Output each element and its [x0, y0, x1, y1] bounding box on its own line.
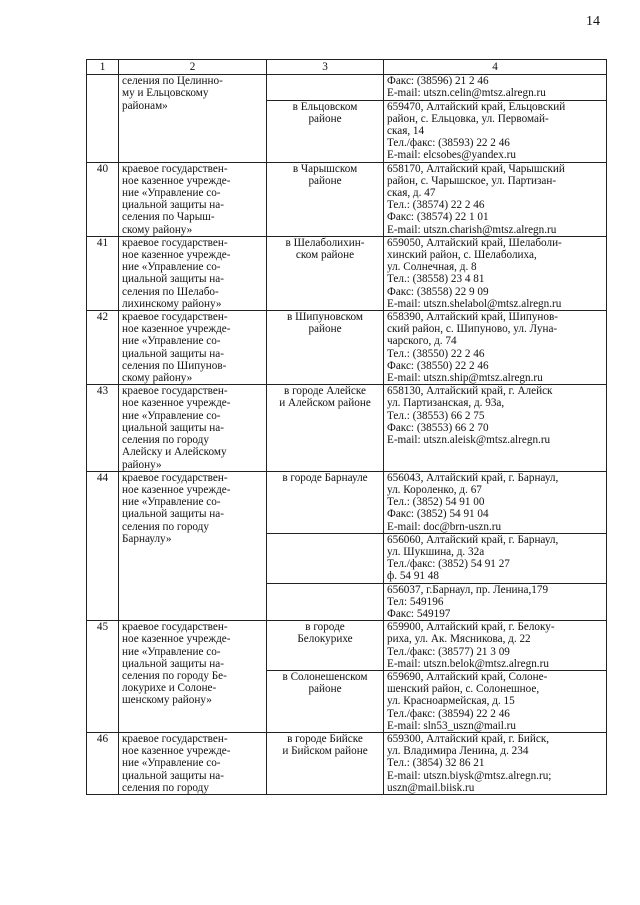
- service-area-line: Белокурихе: [297, 633, 353, 646]
- contact-details: [384, 162, 607, 236]
- service-area-line: районе: [308, 112, 342, 125]
- contact-line: Факс: (38574) 22 1 01: [387, 211, 489, 224]
- organization-line: селения по Шелабо-: [122, 285, 219, 298]
- service-area-line: в городе Барнауле: [282, 471, 368, 484]
- contact-details: [384, 385, 607, 471]
- service-area: [267, 621, 384, 671]
- contact-line: Факс: 549197: [387, 607, 451, 620]
- contact-line: 658130, Алтайский край, г. Алейск: [387, 385, 553, 398]
- contact-line: 656043, Алтайский край, г. Барнаул,: [387, 471, 559, 484]
- contact-details: [384, 471, 607, 533]
- organization-line: лихинскому району»: [122, 297, 222, 310]
- service-area: [267, 471, 384, 533]
- contact-line: Тел.: (38558) 23 4 81: [387, 273, 485, 286]
- contact-line: Тел.: (38550) 22 2 46: [387, 347, 485, 360]
- contact-line: риха, ул. Ак. Мясникова, д. 22: [387, 633, 531, 646]
- contact-line: Тел.: (3854) 32 86 21: [387, 757, 485, 770]
- contact-line: хинский район, с. Шелаболиха,: [387, 249, 537, 262]
- organization-line: ние «Управление со-: [122, 757, 221, 770]
- table-row: [87, 471, 607, 533]
- contact-line: Факс: (38553) 66 2 70: [387, 421, 489, 434]
- row-number: 46: [87, 732, 119, 794]
- contact-line: 659050, Алтайский край, Шелаболи-: [387, 236, 562, 249]
- service-area: [267, 311, 384, 385]
- contact-line: E-mail: doc@brn-uszn.ru: [387, 520, 502, 533]
- row-number: 45: [87, 621, 119, 733]
- organization-line: циальной защиты на-: [122, 657, 224, 670]
- organization-line: селения по городу: [122, 781, 209, 794]
- organization-line: циальной защиты на-: [122, 769, 224, 782]
- table-row: [87, 236, 607, 310]
- contact-line: ская, 14: [387, 125, 425, 138]
- contact-line: E-mail: utszn.aleisk@mtsz.alregn.ru: [387, 434, 551, 447]
- service-area-line: районе: [308, 683, 342, 696]
- column-header: 3: [267, 60, 384, 75]
- service-area-line: районе: [308, 174, 342, 187]
- contact-details: [384, 236, 607, 310]
- organization-line: ное казенное учрежде-: [122, 397, 231, 410]
- service-area-line: в Чарышском: [292, 162, 358, 175]
- service-area: [267, 670, 384, 732]
- row-number: 40: [87, 162, 119, 236]
- contact-line: ул. Солнечная, д. 8: [387, 261, 477, 274]
- organization-line: ное казенное учрежде-: [122, 633, 231, 646]
- organization-line: циальной защиты на-: [122, 347, 224, 360]
- organization-line: ние «Управление со-: [122, 645, 221, 658]
- service-area-line: в Шипуновском: [286, 311, 364, 324]
- service-area: [267, 732, 384, 794]
- organization-name: [119, 311, 267, 385]
- contact-line: E-mail: utszn.belok@mtsz.alregn.ru: [387, 657, 549, 670]
- column-header: 1: [87, 60, 119, 75]
- contact-details: [384, 75, 607, 100]
- contact-line: E-mail: utszn.ship@mtsz.alregn.ru: [387, 372, 543, 385]
- contact-line: Тел./факс: (38594) 22 2 46: [387, 707, 510, 720]
- organization-line: циальной защиты на-: [122, 199, 224, 212]
- organization-line: селения по Шипунов-: [122, 359, 227, 372]
- contact-line: 659470, Алтайский край, Ельцовский: [387, 100, 566, 113]
- organization-line: Алейску и Алейскому: [122, 446, 227, 459]
- contact-line: 659900, Алтайский край, г. Белоку-: [387, 621, 555, 634]
- contact-line: Тел./факс: (3852) 54 91 27: [387, 558, 510, 571]
- service-area: [267, 533, 384, 583]
- organization-line: краевое государствен-: [122, 162, 228, 175]
- organization-line: ное казенное учрежде-: [122, 483, 231, 496]
- organization-line: ние «Управление со-: [122, 409, 221, 422]
- service-area-line: в Солонешенском: [282, 670, 368, 683]
- service-area-line: и Алейском районе: [279, 397, 371, 410]
- contact-line: ский район, с. Шипуново, ул. Луна-: [387, 323, 558, 336]
- service-area-line: в городе Алейске: [283, 385, 366, 398]
- contact-line: Факс: (38596) 21 2 46: [387, 75, 489, 88]
- contact-line: шенский район, с. Солонешное,: [387, 683, 540, 696]
- table-row: [87, 621, 607, 671]
- table-row: [87, 311, 607, 385]
- organization-name: [119, 385, 267, 471]
- organization-line: циальной защиты на-: [122, 273, 224, 286]
- row-number: 42: [87, 311, 119, 385]
- contact-line: Тел./факс: (38593) 22 2 46: [387, 137, 510, 150]
- contact-line: ская, д. 47: [387, 187, 436, 200]
- organization-line: ние «Управление со-: [122, 261, 221, 274]
- contact-details: [384, 583, 607, 621]
- contact-line: 656060, Алтайский край, г. Барнаул,: [387, 533, 559, 546]
- service-area-line: в городе: [305, 621, 345, 634]
- table-body: [87, 75, 607, 795]
- contact-line: E-mail: sln53_uszn@mail.ru: [387, 719, 516, 732]
- table-row: [87, 385, 607, 471]
- table-header-row: [87, 60, 607, 75]
- contact-line: E-mail: elcsobes@yandex.ru: [387, 149, 516, 162]
- contact-line: ул. Партизанская, д. 93а,: [387, 397, 505, 410]
- contact-line: 659300, Алтайский край, г. Бийск,: [387, 732, 550, 745]
- service-area-line: в городе Бийске: [287, 732, 363, 745]
- organization-line: краевое государствен-: [122, 385, 228, 398]
- organization-name: [119, 621, 267, 733]
- contact-line: Факс: (3852) 54 91 04: [387, 508, 489, 521]
- organization-line: ние «Управление со-: [122, 335, 221, 348]
- contact-line: район, с. Чарышское, ул. Партизан-: [387, 174, 557, 187]
- service-area-line: в Шелаболихин-: [285, 236, 365, 249]
- column-header: 4: [384, 60, 607, 75]
- organization-name: [119, 75, 267, 162]
- organization-line: Барнаулу»: [122, 532, 172, 545]
- table-row: [87, 75, 607, 100]
- organization-line: краевое государствен-: [122, 471, 228, 484]
- contact-line: Тел.: (3852) 54 91 00: [387, 496, 485, 509]
- table-row: [87, 162, 607, 236]
- contact-line: район, с. Ельцовка, ул. Первомай-: [387, 112, 549, 125]
- page-number: 14: [586, 14, 600, 29]
- organization-line: ное казенное учрежде-: [122, 174, 231, 187]
- organization-line: селения по городу: [122, 434, 209, 447]
- organization-line: му и Ельцовскому: [122, 87, 209, 100]
- row-number: 44: [87, 471, 119, 620]
- organization-line: ние «Управление со-: [122, 187, 221, 200]
- service-area: [267, 583, 384, 621]
- contact-line: Тел: 549196: [387, 595, 444, 608]
- organization-line: краевое государствен-: [122, 311, 228, 324]
- table-row: [87, 732, 607, 794]
- contact-line: ул. Шукшина, д. 32а: [387, 545, 485, 558]
- institutions-table: [86, 59, 607, 795]
- contact-details: [384, 100, 607, 162]
- contact-details: [384, 732, 607, 794]
- organization-name: [119, 162, 267, 236]
- organization-line: ние «Управление со-: [122, 496, 221, 509]
- organization-line: краевое государствен-: [122, 621, 228, 634]
- service-area-line: районе: [308, 323, 342, 336]
- organization-line: ное казенное учрежде-: [122, 249, 231, 262]
- contact-line: 659690, Алтайский край, Солоне-: [387, 670, 548, 683]
- organization-line: ное казенное учрежде-: [122, 745, 231, 758]
- row-number: [87, 75, 119, 162]
- contact-line: E-mail: utszn.biysk@mtsz.alregn.ru;: [387, 769, 552, 782]
- contact-line: ул. Короленко, д. 67: [387, 483, 482, 496]
- contact-line: 658390, Алтайский край, Шипунов-: [387, 311, 558, 324]
- organization-line: циальной защиты на-: [122, 508, 224, 521]
- organization-line: районам»: [122, 99, 168, 112]
- service-area-line: в Ельцовском: [292, 100, 358, 113]
- contact-details: [384, 621, 607, 671]
- contact-line: E-mail: utszn.charish@mtsz.alregn.ru: [387, 223, 557, 236]
- contact-line: uszn@mail.biisk.ru: [387, 781, 475, 794]
- contact-line: Факс: (38550) 22 2 46: [387, 359, 489, 372]
- service-area-line: и Бийском районе: [282, 745, 368, 758]
- contact-line: ф. 54 91 48: [387, 570, 439, 583]
- service-area-line: ском районе: [295, 249, 355, 262]
- organization-line: району»: [122, 458, 162, 471]
- organization-line: селения по Целинно-: [122, 75, 223, 88]
- service-area: [267, 75, 384, 100]
- organization-name: [119, 732, 267, 794]
- contact-line: Факс: (38558) 22 9 09: [387, 285, 489, 298]
- organization-line: селения по Чарыш-: [122, 211, 215, 224]
- row-number: 41: [87, 236, 119, 310]
- service-area: [267, 385, 384, 471]
- contact-details: [384, 670, 607, 732]
- organization-line: скому району»: [122, 372, 193, 385]
- contact-line: E-mail: utszn.celin@mtsz.alregn.ru: [387, 87, 546, 100]
- organization-line: селения по городу: [122, 520, 209, 533]
- contact-details: [384, 533, 607, 583]
- contact-line: E-mail: utszn.shelabol@mtsz.alregn.ru: [387, 297, 562, 310]
- organization-line: скому району»: [122, 223, 193, 236]
- contact-line: ул. Владимира Ленина, д. 234: [387, 745, 529, 758]
- organization-line: ное казенное учрежде-: [122, 323, 231, 336]
- contact-line: ул. Красноармейская, д. 15: [387, 695, 515, 708]
- organization-name: [119, 236, 267, 310]
- organization-line: локурихе и Солоне-: [122, 682, 217, 695]
- organization-line: краевое государствен-: [122, 732, 228, 745]
- organization-line: циальной защиты на-: [122, 421, 224, 434]
- organization-name: [119, 471, 267, 620]
- row-number: 43: [87, 385, 119, 471]
- contact-line: Тел./факс: (38577) 21 3 09: [387, 645, 510, 658]
- contact-line: 658170, Алтайский край, Чарышский: [387, 162, 565, 175]
- column-header: 2: [119, 60, 267, 75]
- organization-line: краевое государствен-: [122, 236, 228, 249]
- contact-line: 656037, г.Барнаул, пр. Ленина,179: [387, 583, 549, 596]
- contact-details: [384, 311, 607, 385]
- organization-line: шенскому району»: [122, 694, 212, 707]
- contact-line: Тел.: (38574) 22 2 46: [387, 199, 485, 212]
- service-area: [267, 236, 384, 310]
- service-area: [267, 162, 384, 236]
- contact-line: Тел.: (38553) 66 2 75: [387, 409, 485, 422]
- contact-line: чарского, д. 74: [387, 335, 457, 348]
- service-area: [267, 100, 384, 162]
- organization-line: селения по городу Бе-: [122, 669, 227, 682]
